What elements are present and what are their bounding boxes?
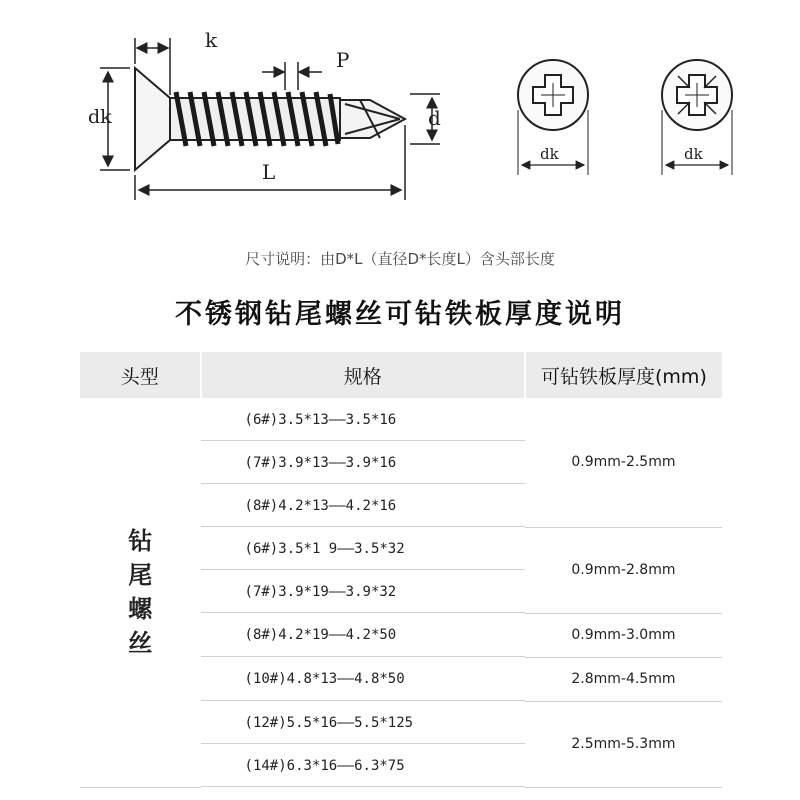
header-spec: 规格 [201, 352, 525, 398]
screw-side-view [135, 68, 405, 170]
spec-cell: (7#)3.9*13——3.9*16 [201, 441, 525, 484]
thickness-cell: 2.5mm-5.3mm [525, 701, 722, 787]
spec-cell: (10#)4.8*13——4.8*50 [201, 657, 525, 701]
header-thickness: 可钻铁板厚度(mm) [525, 352, 722, 398]
dimension-caption: 尺寸说明：由D*L（直径D*长度L）含头部长度 [245, 250, 555, 268]
head1-dk-label: dk [540, 145, 559, 163]
thickness-cell: 0.9mm-2.5mm [525, 398, 722, 527]
dimension-k-label: k [205, 28, 218, 52]
thickness-cell: 2.8mm-4.5mm [525, 657, 722, 701]
spec-cell: (12#)5.5*16——5.5*125 [201, 701, 525, 744]
head-type-text: 钻尾螺丝 [128, 527, 153, 658]
screw-dimension-diagram [0, 0, 800, 245]
spec-cell: (14#)6.3*16——6.3*75 [201, 744, 525, 787]
table-row [80, 398, 722, 441]
dimension-dk-label: dk [88, 106, 112, 128]
spec-cell: (6#)3.5*13——3.5*16 [201, 398, 525, 441]
page-title: 不锈钢钻尾螺丝可钻铁板厚度说明 [175, 299, 625, 330]
spec-cell: (8#)4.2*19——4.2*50 [201, 613, 525, 657]
dimension-p-label: P [336, 48, 350, 72]
table-header-row [80, 352, 722, 398]
thickness-cell: 0.9mm-3.0mm [525, 613, 722, 657]
dimension-d-label: d [428, 106, 441, 130]
header-head-type: 头型 [80, 352, 201, 398]
dimension-l-label: L [262, 160, 276, 184]
head2-dk-label: dk [684, 145, 703, 163]
spec-table [80, 352, 722, 788]
head-type-cell [80, 398, 201, 787]
spec-cell: (8#)4.2*13——4.2*16 [201, 484, 525, 527]
spec-cell: (6#)3.5*1 9——3.5*32 [201, 527, 525, 570]
thickness-cell: 0.9mm-2.8mm [525, 527, 722, 613]
spec-cell: (7#)3.9*19——3.9*32 [201, 570, 525, 613]
